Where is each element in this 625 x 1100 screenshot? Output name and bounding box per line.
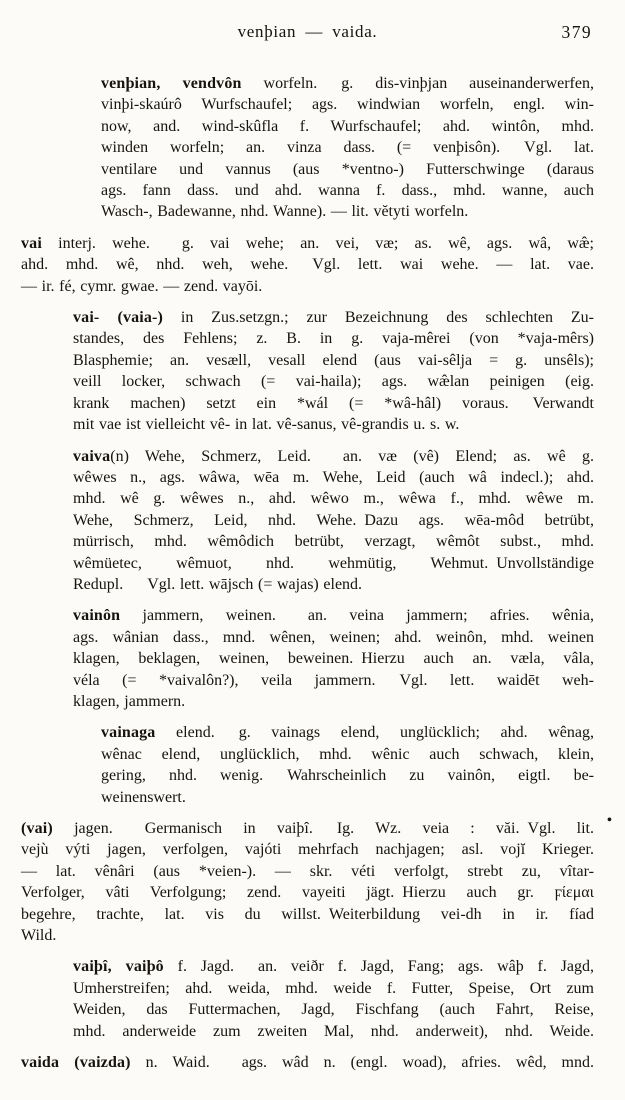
entry-line: — ir. fé, cymr. gwae. — zend. vayōi. [21, 277, 263, 295]
entry-line: weinenswert. [101, 788, 186, 806]
entry-line: ventilare und vannus (aus *ventno-) Futterschwinge (daraus [101, 160, 594, 178]
entry-line: venþian, vendvôn worfeln. g. dis-vinþjan auseinanderwerfen, [101, 75, 594, 92]
entry-line: Redupl. Vgl. lett. wājsch (= wajas) elend. [73, 575, 363, 593]
entry-line: veill locker, schwach (= vai-haila); ags. wæ̂lan peinigen (eig. [73, 373, 594, 391]
entry-headword: (vai) [21, 820, 53, 837]
dictionary-entry [21, 1052, 594, 1073]
entry-line: ags. wânian dass., mnd. wênen, weinen; ahd. weinôn, mhd. weinen [73, 628, 594, 646]
entry-line: winden worfeln; an. vinza dass. (= venþisôn). Vgl. lat. [101, 139, 594, 157]
entry-line: vai- (vaia-) in Zus.setzgn.; zur Bezeichnung des schlechten Zu- [73, 309, 595, 327]
entry-line: klagen, jammern. [73, 692, 186, 710]
dictionary-entry [73, 307, 594, 435]
entry-line: véla (= *vaivalôn?), veila jammern. Vgl. lett. waidēt weh- [73, 671, 594, 689]
entry-line: wêmüetec, wêmuot, nhd. wehmütig, Wehmut. Unvollständige [73, 554, 594, 572]
entry-line: krank machen) setzt ein *wál (= *wâ-hâl) voraus. Verwandt [73, 394, 594, 412]
entry-line: vainôn jammern, weinen. an. veina jammern; afries. wênia, [73, 607, 594, 625]
entry-headword: vaida (vaizda) [21, 1054, 131, 1072]
page-number: 379 [561, 22, 592, 42]
dictionary-entry [73, 956, 594, 1042]
entry-line: klagen, beklagen, weinen, beweinen. Hierzu auch an. væla, vâla, [73, 650, 594, 668]
entry-line: vai interj. wehe. g. vai wehe; an. vei, væ; as. wê, ags. wâ, wæ̂; [21, 234, 594, 252]
entry-line: (vai) jagen. Germanisch in vaiþî. Ig. Wz. veia : văi. Vgl. lit. [21, 820, 594, 837]
entry-line: — lat. vênâri (aus *veien-). — skr. véti verfolgt, strebt zu, vîtar- [21, 862, 594, 880]
entry-line: gering, nhd. wenig. Wahrscheinlich zu vainôn, eigtl. be- [101, 767, 594, 785]
entry-headword: vainaga [101, 724, 156, 742]
entry-line: mit vae ist vielleicht vê- in lat. vê-sanus, vê-grandis u. s. w. [73, 416, 460, 434]
entry-line: mhd. anderweide zum zweiten Mal, nhd. anderweit), nhd. Weide. [73, 1022, 594, 1040]
entry-line: now, and. wind-skûfla f. Wurfschaufel; ahd. wintôn, mhd. [101, 117, 594, 135]
dictionary-entry [21, 233, 594, 297]
entry-headword: venþian, vendvôn [101, 75, 242, 92]
dictionary-entry [21, 818, 594, 946]
entry-headword: vainôn [73, 607, 121, 625]
dictionary-entry [101, 73, 594, 223]
entry-line: ags. fann dass. und ahd. wanna f. dass., mhd. wanne, auch [101, 182, 594, 200]
dictionary-entry [101, 722, 594, 808]
running-head-row [21, 22, 594, 42]
entry-line: Weiden, das Futtermachen, Jagd, Fischfang (auch Fahrt, Reise, [73, 1001, 594, 1019]
entry-line: vejù výti jagen, verfolgen, vajóti mehrfach nachjagen; asl. vojĭ Krieger. [21, 841, 594, 859]
entry-line: ahd. mhd. wê, nhd. weh, wehe. Vgl. lett. wai wehe. — lat. vae. [21, 256, 594, 274]
entry-line: vaida (vaizda) n. Waid. ags. wâd n. (engl. woad), afries. wêd, mnd. [21, 1054, 594, 1072]
dictionary-entries [21, 73, 594, 1073]
entry-line: vaiþî, vaiþô f. Jagd. an. veiðr f. Jagd, Fang; ags. wâþ f. Jagd, [73, 958, 594, 976]
running-head: venþian — vaida. [237, 22, 378, 41]
entry-line: mhd. wê g. wêwes n., ahd. wêwo m., wêwa f., mhd. wêwe m. [73, 490, 594, 508]
entry-line: begehre, trachte, lat. vis du willst. Weiterbildung vei-dh in ir. fíad [21, 905, 594, 923]
entry-headword: vai [21, 234, 42, 252]
entry-line: wêwes n., ags. wâwa, wēa m. Wehe, Leid (auch wâ indecl.); ahd. [73, 468, 594, 486]
entry-line: vinþi-skaúrô Wurfschaufel; ags. windwian worfeln, engl. win- [101, 96, 594, 114]
entry-headword: vaiþî, vaiþô [73, 958, 164, 976]
dictionary-entry [73, 605, 594, 712]
entry-line: Verfolger, vâti Verfolgung; zend. vayeiti jägt. Hierzu auch gr. ϝίεμαι [21, 884, 594, 902]
entry-line: Umherstreifen; ahd. weida, mhd. weide f. Futter, Speise, Ort zum [73, 979, 594, 997]
entry-line: vaiva(n) Wehe, Schmerz, Leid. an. væ (vê) Elend; as. wê g. [73, 447, 594, 465]
entry-line: Wasch-, Badewanne, nhd. Wanne). — lit. vĕtyti worfeln. [101, 203, 469, 221]
entry-line: Blasphemie; an. vesæll, vesall elend (aus vai-sêlja = g. unsêls); [73, 351, 594, 369]
entry-headword: vai- (vaia-) [73, 309, 164, 327]
entry-line: vainaga elend. g. vainags elend, unglücklich; ahd. wênag, [101, 724, 594, 742]
entry-line: Wild. [21, 927, 57, 945]
entry-line: Wehe, Schmerz, Leid, nhd. Wehe. Dazu ags. wēa-môd betrübt, [73, 511, 594, 529]
entry-headword: vaiva [73, 447, 111, 465]
entry-line: standes, des Fehlens; z. B. in g. vaja-mêrei (von *vaja-mêrs) [73, 330, 594, 348]
entry-line: mürrisch, mhd. wêmôdich betrübt, verzagt, wêmôt subst., mhd. [73, 533, 594, 551]
entry-line: wênac elend, unglücklich, mhd. wênic auch schwach, klein, [101, 745, 594, 763]
print-artifact-dot: • [607, 813, 612, 828]
dictionary-entry [73, 446, 594, 596]
